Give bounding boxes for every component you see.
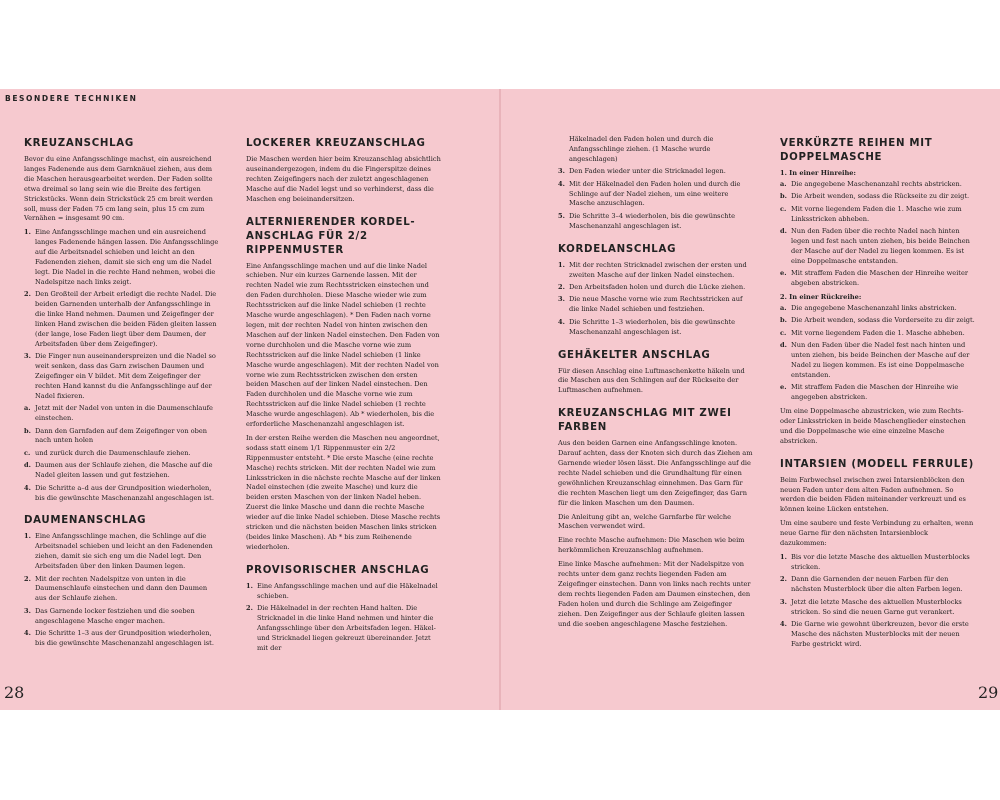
list-item bbox=[24, 607, 219, 627]
step-list bbox=[24, 228, 219, 503]
step-text: Den Faden wieder unter die Stricknadel legen. bbox=[569, 167, 726, 176]
step-text: Die angegebene Maschenanzahl rechts abstricken. bbox=[791, 179, 962, 188]
step-text: Die Schritte 1–3 wiederholen, bis die gewünschte Maschenanzahl angeschlagen ist. bbox=[569, 317, 736, 336]
column-4 bbox=[780, 137, 975, 661]
section-title: ALTERNIERENDER KORDEL-ANSCHLAG FÜR 2/2 RIPPENMUSTER bbox=[246, 216, 416, 256]
section-title: KREUZANSCHLAG MIT ZWEI FARBEN bbox=[558, 408, 732, 434]
step-text: Jetzt mit der Nadel von unten in die Daumenschlaufe einstechen. bbox=[35, 404, 213, 423]
section-title: INTARSIEN (MODELL FERRULE) bbox=[780, 458, 974, 470]
step-marker: c. bbox=[24, 448, 31, 457]
step-text: Die Häkelnadel in der rechten Hand halten. Die Stricknadel in die linke Hand nehmen und hinter die Anfangsschlinge über den Arbeitsfaden legen. Häkel- und Stricknadel liegen gekreuzt übereinander. Jetzt mit der bbox=[257, 604, 436, 652]
list-item bbox=[558, 212, 753, 232]
section-title: KORDELANSCHLAG bbox=[558, 243, 677, 255]
list-item bbox=[24, 484, 219, 504]
list-item bbox=[24, 427, 219, 447]
paragraph: In der ersten Reihe werden die Maschen neu angeordnet, sodass statt einem 1/1 Rippenmuster ein 2/2 Rippenmuster entsteht. * Die erste Masche (eine rechte Masche) rechts stricken. Mit der rechten Nadel wie zum Linksstricken in die nächste rechte Masche auf der linken Nadel einstechen (die zweite Masche) und kurz die beiden ersten Maschen von der linken Nadel heben. Zuerst die linke Masche und dann die rechte Masche wieder auf die linke Nadel schieben. Diese Masche rechts stricken und die nächsten beiden Maschen links stricken (beides linke Maschen). Ab * bis zum Reihenende wiederholen. bbox=[246, 433, 441, 551]
running-header: BESONDERE TECHNIKEN bbox=[5, 94, 138, 103]
step-text: Die Finger nun auseinanderspreizen und die Nadel so weit senken, dass das Garn zwischen Daumen und Zeigefinger ein V bildet. Mit dem Zeigefinger der rechten Hand kannst du die Anfangsschlinge auf der Nadel fixieren. bbox=[35, 352, 216, 400]
step-text: Mit der rechten Nadelspitze von unten in die Daumenschlaufe einstechen und dann den Daumen aus der Schlaufe ziehen. bbox=[35, 574, 208, 603]
list-item bbox=[558, 261, 753, 281]
step-text: Die Garne wie gewohnt überkreuzen, bevor die erste Masche des nächsten Musterblocks mit der neuen Farbe gestrickt wird. bbox=[791, 619, 969, 648]
step-marker: 3. bbox=[558, 167, 565, 176]
section bbox=[558, 407, 753, 629]
step-list bbox=[24, 532, 219, 648]
list-item bbox=[558, 318, 753, 338]
list-item bbox=[780, 329, 975, 339]
paragraph: Für diesen Anschlag eine Luftmaschenkette häkeln und die Maschen aus den Schlingen auf der Rückseite der Luftmaschen aufnehmen. bbox=[558, 366, 745, 395]
step-marker: b. bbox=[780, 316, 787, 325]
section-title: GEHÄKELTER ANSCHLAG bbox=[558, 349, 711, 361]
step-text: Mit der rechten Stricknadel zwischen der ersten und zweiten Masche auf der linken Nadel einstechen. bbox=[569, 260, 747, 279]
step-text: Die angegebene Maschenanzahl links abstricken. bbox=[791, 303, 957, 312]
list-item bbox=[780, 575, 975, 595]
step-marker: 1. bbox=[780, 553, 787, 561]
list-item bbox=[780, 341, 975, 381]
step-text: Das Garnende locker festziehen und die soeben angeschlagene Masche enger machen. bbox=[35, 606, 195, 625]
list-item bbox=[780, 269, 975, 289]
step-marker: 1. bbox=[24, 532, 31, 541]
subheading: 1. In einer Hinreihe: bbox=[780, 169, 856, 177]
step-text: Nun den Faden über die rechte Nadel nach hinten legen und fest nach unten ziehen, bis beide Beinchen der Masche auf der Nadel zu liegen kommen. Es ist eine Doppelmasche entstanden. bbox=[791, 227, 970, 265]
list-item bbox=[24, 532, 219, 572]
step-list bbox=[780, 304, 975, 403]
step-marker: d. bbox=[780, 341, 787, 350]
step-marker: 4. bbox=[558, 179, 565, 188]
step-marker: 4. bbox=[558, 317, 565, 326]
step-marker: 4. bbox=[24, 483, 31, 492]
list-item bbox=[24, 404, 219, 424]
paragraph: Eine linke Masche aufnehmen: Mit der Nadelspitze von rechts unter dem ganz rechts liegenden Faden am Zeigefinger einstechen. Dann von links nach rechts unter dem rechts liegenden Faden am Daumen einstechen, den Faden holen und durch die Schlinge am Zeigefinger ziehen. Den Zeigefinger aus der Schlaufe gleiten lassen und die soeben angeschlagene Masche festziehen. bbox=[558, 560, 751, 628]
section bbox=[780, 458, 975, 650]
step-text: Dann den Garnfaden auf dem Zeigefinger von oben nach unten holen bbox=[35, 426, 208, 445]
page-number-left: 28 bbox=[4, 683, 25, 702]
page-gutter bbox=[499, 89, 501, 710]
list-item bbox=[24, 449, 219, 459]
list-item bbox=[558, 167, 753, 177]
step-text: Nun den Faden über die Nadel fest nach hinten und unten ziehen, bis beide Beinchen der Masche auf der Nadel zu liegen kommen. Es ist eine Doppelmasche entstanden. bbox=[791, 341, 970, 379]
step-marker: d. bbox=[780, 227, 787, 236]
list-item bbox=[24, 575, 219, 605]
step-marker bbox=[558, 135, 569, 165]
step-text: Daumen aus der Schlaufe ziehen, die Masche auf die Nadel gleiten lassen und gut festziehen. bbox=[35, 461, 213, 480]
list-item bbox=[558, 283, 753, 293]
paragraph: Die Anleitung gibt an, welche Garnfarbe für welche Maschen verwendet wird. bbox=[558, 512, 732, 531]
paragraph: Bevor du eine Anfangsschlinge machst, ein ausreichend langes Fadenende aus dem Garnknäuel ziehen, aus dem die Maschen herausgearbeitet werden. Der Faden sollte etwa dreimal so lang sein wie die Breite des fertigen Strickstücks. Wenn dein Strickstück 25 cm breit werden soll, muss der Faden 75 cm lang sein, plus 15 cm zum Vernähen = insgesamt 90 cm. bbox=[24, 155, 213, 223]
list-item bbox=[558, 135, 753, 165]
paragraph: Um eine Doppelmasche abzustricken, wie zum Rechts- oder Linksstricken in beide Maschenglieder einstechen und die Doppelmasche wie eine einzelne Masche abstricken. bbox=[780, 407, 966, 445]
step-text: Mit vorne liegendem Faden die 1. Masche wie zum Linksstricken abheben. bbox=[791, 204, 962, 223]
list-item bbox=[246, 604, 441, 654]
step-text: Die Schritte 3–4 wiederholen, bis die gewünschte Maschenanzahl angeschlagen ist. bbox=[569, 211, 736, 230]
paragraph: Die Maschen werden hier beim Kreuzanschlag absichtlich auseinandergezogen, indem du die Fingerspitze deines rechten Zeigefingers nach der zuletzt angeschlagenen Masche auf die Nadel legst und so verhinderst, dass die Maschen eng beieinandersitzen. bbox=[246, 155, 441, 203]
step-text: Mit vorne liegendem Faden die 1. Masche abheben. bbox=[791, 328, 965, 337]
step-marker: 5. bbox=[558, 211, 565, 220]
step-list bbox=[558, 135, 753, 232]
step-marker: c. bbox=[780, 328, 787, 337]
list-item bbox=[780, 205, 975, 225]
list-item bbox=[780, 227, 975, 267]
step-text: Häkelnadel den Faden holen und durch die Anfangsschlinge ziehen. (1 Masche wurde angeschlagen) bbox=[569, 135, 714, 163]
step-marker: 1. bbox=[24, 228, 31, 237]
paragraph: Eine Anfangsschlinge machen und auf die linke Nadel schieben. Nur ein kurzes Garnende lassen. Mit der rechten Nadel wie zum Rechtsstricken einstechen und den Faden durchholen. Diese Masche wieder wie zum Rechtsstricken auf die linke Nadel schieben (1 rechte Masche wurde angeschlagen). * Den Faden nach vorne legen, mit der rechten Nadel von hinten zwischen den Maschen auf der linken Nadel einstechen. Den Faden von vorne durchholen und die Masche vorne wie zum Rechtsstricken auf die linke Nadel schieben (1 linke Masche wurde angeschlagen). Mit der rechten Nadel von vorne wie zum Rechtsstricken zwischen den ersten beiden Maschen auf der linken Nadel einstechen. Den Faden durchholen und die Masche vorne wie zum Rechtsstricken auf die linke Nadel schieben (1 rechte Masche wurde angeschlagen). Ab * wiederholen, bis die erforderliche Maschenanzahl angeschlagen ist. bbox=[246, 261, 440, 429]
step-text: Mit der Häkelnadel den Faden holen und durch die Schlinge auf der Nadel ziehen, um eine weitere Masche anzuschlagen. bbox=[569, 179, 741, 208]
list-item bbox=[780, 316, 975, 326]
step-marker: b. bbox=[24, 426, 31, 435]
step-marker: 3. bbox=[24, 606, 31, 615]
step-list bbox=[780, 180, 975, 289]
step-marker: e. bbox=[780, 269, 787, 278]
step-marker: a. bbox=[780, 179, 787, 188]
step-text: Den Großteil der Arbeit erledigt die rechte Nadel. Die beiden Garnenden unterhalb der Anfangsschlinge in die linke Hand nehmen. Daumen und Zeigefinger der linken Hand zwischen die beiden Fäden gleiten lassen (der lange, lose Faden liegt über dem Daumen, der Arbeitsfaden über dem Zeigefinger). bbox=[35, 290, 217, 348]
step-marker: 2. bbox=[780, 575, 787, 584]
step-text: Mit straffem Faden die Maschen der Hinreihe weiter abgeben abstricken. bbox=[791, 269, 969, 288]
step-text: und zurück durch die Daumenschlaufe ziehen. bbox=[35, 448, 191, 457]
list-item bbox=[780, 620, 975, 650]
step-text: Die Schritte a–d aus der Grundposition wiederholen, bis die gewünschte Maschenanzahl angeschlagen ist. bbox=[35, 483, 214, 502]
step-marker: 3. bbox=[558, 295, 565, 304]
step-marker: 2. bbox=[246, 604, 253, 613]
step-text: Eine Anfangsschlinge machen, die Schlinge auf die Arbeitsnadel schieben und leicht an den Fadenenden ziehen, damit sie sich eng um die Nadel legt. Den Arbeitsfaden über den linken Daumen legen. bbox=[35, 532, 213, 571]
list-item bbox=[24, 228, 219, 287]
list-item bbox=[24, 461, 219, 481]
section-title: PROVISORISCHER ANSCHLAG bbox=[246, 564, 430, 576]
step-text: Jetzt die letzte Masche des aktuellen Musterblocks stricken. So sind die neuen Garne gut verankert. bbox=[791, 597, 962, 616]
list-item bbox=[780, 383, 975, 403]
step-list bbox=[780, 553, 975, 650]
section bbox=[558, 349, 753, 397]
step-marker: 4. bbox=[780, 619, 787, 628]
step-text: Bis vor die letzte Masche des aktuellen Musterblocks stricken. bbox=[791, 553, 970, 571]
list-item bbox=[780, 598, 975, 618]
step-text: Die Schritte 1–3 aus der Grundposition wiederholen, bis die gewünschte Maschenanzahl angeschlagen ist. bbox=[35, 629, 214, 647]
column-3 bbox=[558, 135, 753, 641]
section bbox=[24, 514, 219, 648]
section bbox=[246, 137, 441, 205]
list-item bbox=[24, 629, 219, 649]
step-marker: c. bbox=[780, 204, 787, 213]
column-1 bbox=[24, 137, 219, 660]
step-marker: 3. bbox=[780, 597, 787, 606]
section-title: KREUZANSCHLAG bbox=[24, 138, 134, 149]
step-text: Dann die Garnenden der neuen Farben für den nächsten Musterblock über die alten Farben legen. bbox=[791, 575, 963, 594]
section bbox=[558, 135, 753, 232]
step-text: Die Arbeit wenden, sodass die Vorderseite zu dir zeigt. bbox=[791, 316, 975, 325]
step-marker: 2. bbox=[24, 574, 31, 583]
section bbox=[24, 137, 219, 503]
subheading: 2. In einer Rückreihe: bbox=[780, 292, 862, 301]
step-list bbox=[558, 261, 753, 338]
column-2 bbox=[246, 137, 441, 665]
section bbox=[246, 564, 441, 654]
list-item bbox=[558, 180, 753, 210]
section bbox=[558, 243, 753, 338]
step-marker: a. bbox=[24, 404, 31, 413]
section-title: LOCKERER KREUZANSCHLAG bbox=[246, 138, 426, 149]
step-list bbox=[246, 582, 441, 654]
list-item bbox=[780, 192, 975, 202]
list-item bbox=[24, 290, 219, 349]
step-text: Mit straffem Faden die Maschen der Hinreihe wie angegeben abstricken. bbox=[791, 383, 959, 402]
step-marker: 2. bbox=[24, 290, 31, 299]
step-marker: 1. bbox=[558, 260, 565, 269]
list-item bbox=[558, 295, 753, 315]
section bbox=[246, 216, 441, 553]
section-title: DAUMENANSCHLAG bbox=[24, 515, 147, 527]
list-item bbox=[780, 180, 975, 190]
step-text: Eine Anfangsschlinge machen und ein ausreichend langes Fadenende hängen lassen. Die Anfangsschlinge auf die Arbeitsnadel schieben und leicht an den Fadenenden ziehen, damit sie sich eng um die Nadel legt. Die Nadel in die rechte Hand nehmen, wobei die Nadelspitze nach links zeigt. bbox=[35, 228, 219, 286]
step-marker: a. bbox=[780, 303, 787, 312]
step-marker: b. bbox=[780, 192, 787, 201]
list-item bbox=[24, 352, 219, 402]
section bbox=[780, 137, 975, 447]
step-marker: d. bbox=[24, 461, 31, 470]
step-text: Die neue Masche vorne wie zum Rechtsstricken auf die linke Nadel schieben und festziehen. bbox=[569, 295, 743, 314]
book-spread bbox=[0, 89, 1000, 710]
step-marker: 2. bbox=[558, 282, 565, 291]
section-title: VERKÜRZTE REIHEN MIT DOPPELMASCHE bbox=[780, 138, 933, 163]
list-item bbox=[780, 553, 975, 573]
paragraph: Eine rechte Masche aufnehmen: Die Maschen wie beim herkömmlichen Kreuzanschlag aufnehmen. bbox=[558, 536, 745, 555]
step-marker: 3. bbox=[24, 352, 31, 361]
step-marker: 1. bbox=[246, 581, 253, 590]
step-text: Die Arbeit wenden, sodass die Rückseite zu dir zeigt. bbox=[791, 192, 970, 201]
page-number-right: 29 bbox=[978, 683, 999, 702]
step-text: Den Arbeitsfaden holen und durch die Lücke ziehen. bbox=[569, 282, 746, 291]
list-item bbox=[780, 304, 975, 314]
step-marker: e. bbox=[780, 383, 787, 392]
paragraph: Um eine saubere und feste Verbindung zu erhalten, wenn neue Garne für den nächsten Intarsienblock dazukommen: bbox=[780, 519, 974, 548]
step-text: Eine Anfangsschlinge machen und auf die Häkelnadel schieben. bbox=[257, 581, 438, 600]
list-item bbox=[246, 582, 441, 602]
paragraph: Beim Farbwechsel zwischen zwei Intarsienblöcken den neuen Faden unter dem alten Faden aufnehmen. So werden die beiden Fäden miteinander verkreuzt und es können keine Lücken entstehen. bbox=[780, 475, 966, 514]
step-marker: 4. bbox=[24, 629, 31, 638]
paragraph: Aus den beiden Garnen eine Anfangsschlinge knoten. Darauf achten, dass der Knoten sich durch das Ziehen am Garnende wieder lösen lässt. Die Anfangsschlinge auf die rechte Nadel schieben und die Grundhaltung für einen gewöhnlichen Kreuzanschlag einnehmen. Das Garn für die rechten Maschen liegt um den Zeigefinger, das Garn für die linken Maschen um den Daumen. bbox=[558, 439, 753, 507]
